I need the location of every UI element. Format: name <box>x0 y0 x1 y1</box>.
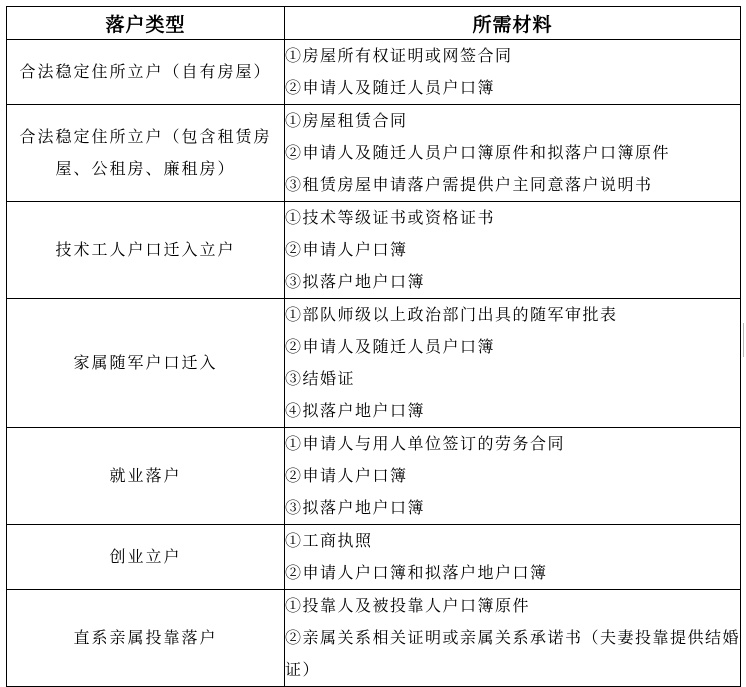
settlement-type-cell: 创业立户 <box>7 525 285 590</box>
table-row <box>7 525 741 590</box>
materials-cell <box>285 40 741 105</box>
material-item: ②申请人及随迁人员户口簿原件和拟落户口簿原件 <box>285 143 671 162</box>
materials-cell <box>285 299 741 428</box>
settlement-type-cell: 技术工人户口迁入立户 <box>7 202 285 299</box>
header-settlement-type: 落户类型 <box>7 7 285 40</box>
materials-cell <box>285 525 741 590</box>
materials-cell <box>285 105 741 202</box>
header-required-materials: 所需材料 <box>285 7 741 40</box>
material-item: ③结婚证 <box>285 369 356 388</box>
material-item: ②申请人及随迁人员户口簿 <box>285 337 496 356</box>
material-item: ②申请人户口簿 <box>285 466 408 485</box>
material-item: ①工商执照 <box>285 531 373 550</box>
material-item: ④拟落户地户口簿 <box>285 401 426 420</box>
material-item: ①房屋所有权证明或网签合同 <box>285 46 513 65</box>
settlement-type-cell: 就业落户 <box>7 428 285 525</box>
material-item: ①投靠人及被投靠人户口簿原件 <box>285 596 531 615</box>
material-item: ①部队师级以上政治部门出具的随军审批表 <box>285 305 618 324</box>
material-item: ①技术等级证书或资格证书 <box>285 208 496 227</box>
material-item: ②申请人户口簿 <box>285 240 408 259</box>
material-item: ①房屋租赁合同 <box>285 111 408 130</box>
material-item: ②亲属关系相关证明或亲属关系承诺书（夫妻投靠提供结婚证） <box>285 628 741 679</box>
material-item: ③拟落户地户口簿 <box>285 498 426 517</box>
table-row <box>7 428 741 525</box>
materials-cell <box>285 202 741 299</box>
table-row <box>7 299 741 428</box>
text-cursor-mark <box>743 323 744 357</box>
material-item: ②申请人户口簿和拟落户地户口簿 <box>285 563 548 582</box>
material-item: ③拟落户地户口簿 <box>285 272 426 291</box>
table-row <box>7 40 741 105</box>
settlement-materials-table <box>6 6 741 687</box>
material-item: ①申请人与用人单位签订的劳务合同 <box>285 434 566 453</box>
table-row <box>7 202 741 299</box>
settlement-type-cell: 合法稳定住所立户（包含租赁房屋、公租房、廉租房） <box>7 105 285 202</box>
settlement-type-cell: 合法稳定住所立户（自有房屋） <box>7 40 285 105</box>
settlement-type-cell: 直系亲属投靠落户 <box>7 590 285 687</box>
settlement-type-cell: 家属随军户口迁入 <box>7 299 285 428</box>
materials-cell <box>285 428 741 525</box>
material-item: ②申请人及随迁人员户口簿 <box>285 78 496 97</box>
table-header-row <box>7 7 741 40</box>
table-row <box>7 105 741 202</box>
materials-cell <box>285 590 741 687</box>
table-row <box>7 590 741 687</box>
material-item: ③租赁房屋申请落户需提供户主同意落户说明书 <box>285 175 653 194</box>
